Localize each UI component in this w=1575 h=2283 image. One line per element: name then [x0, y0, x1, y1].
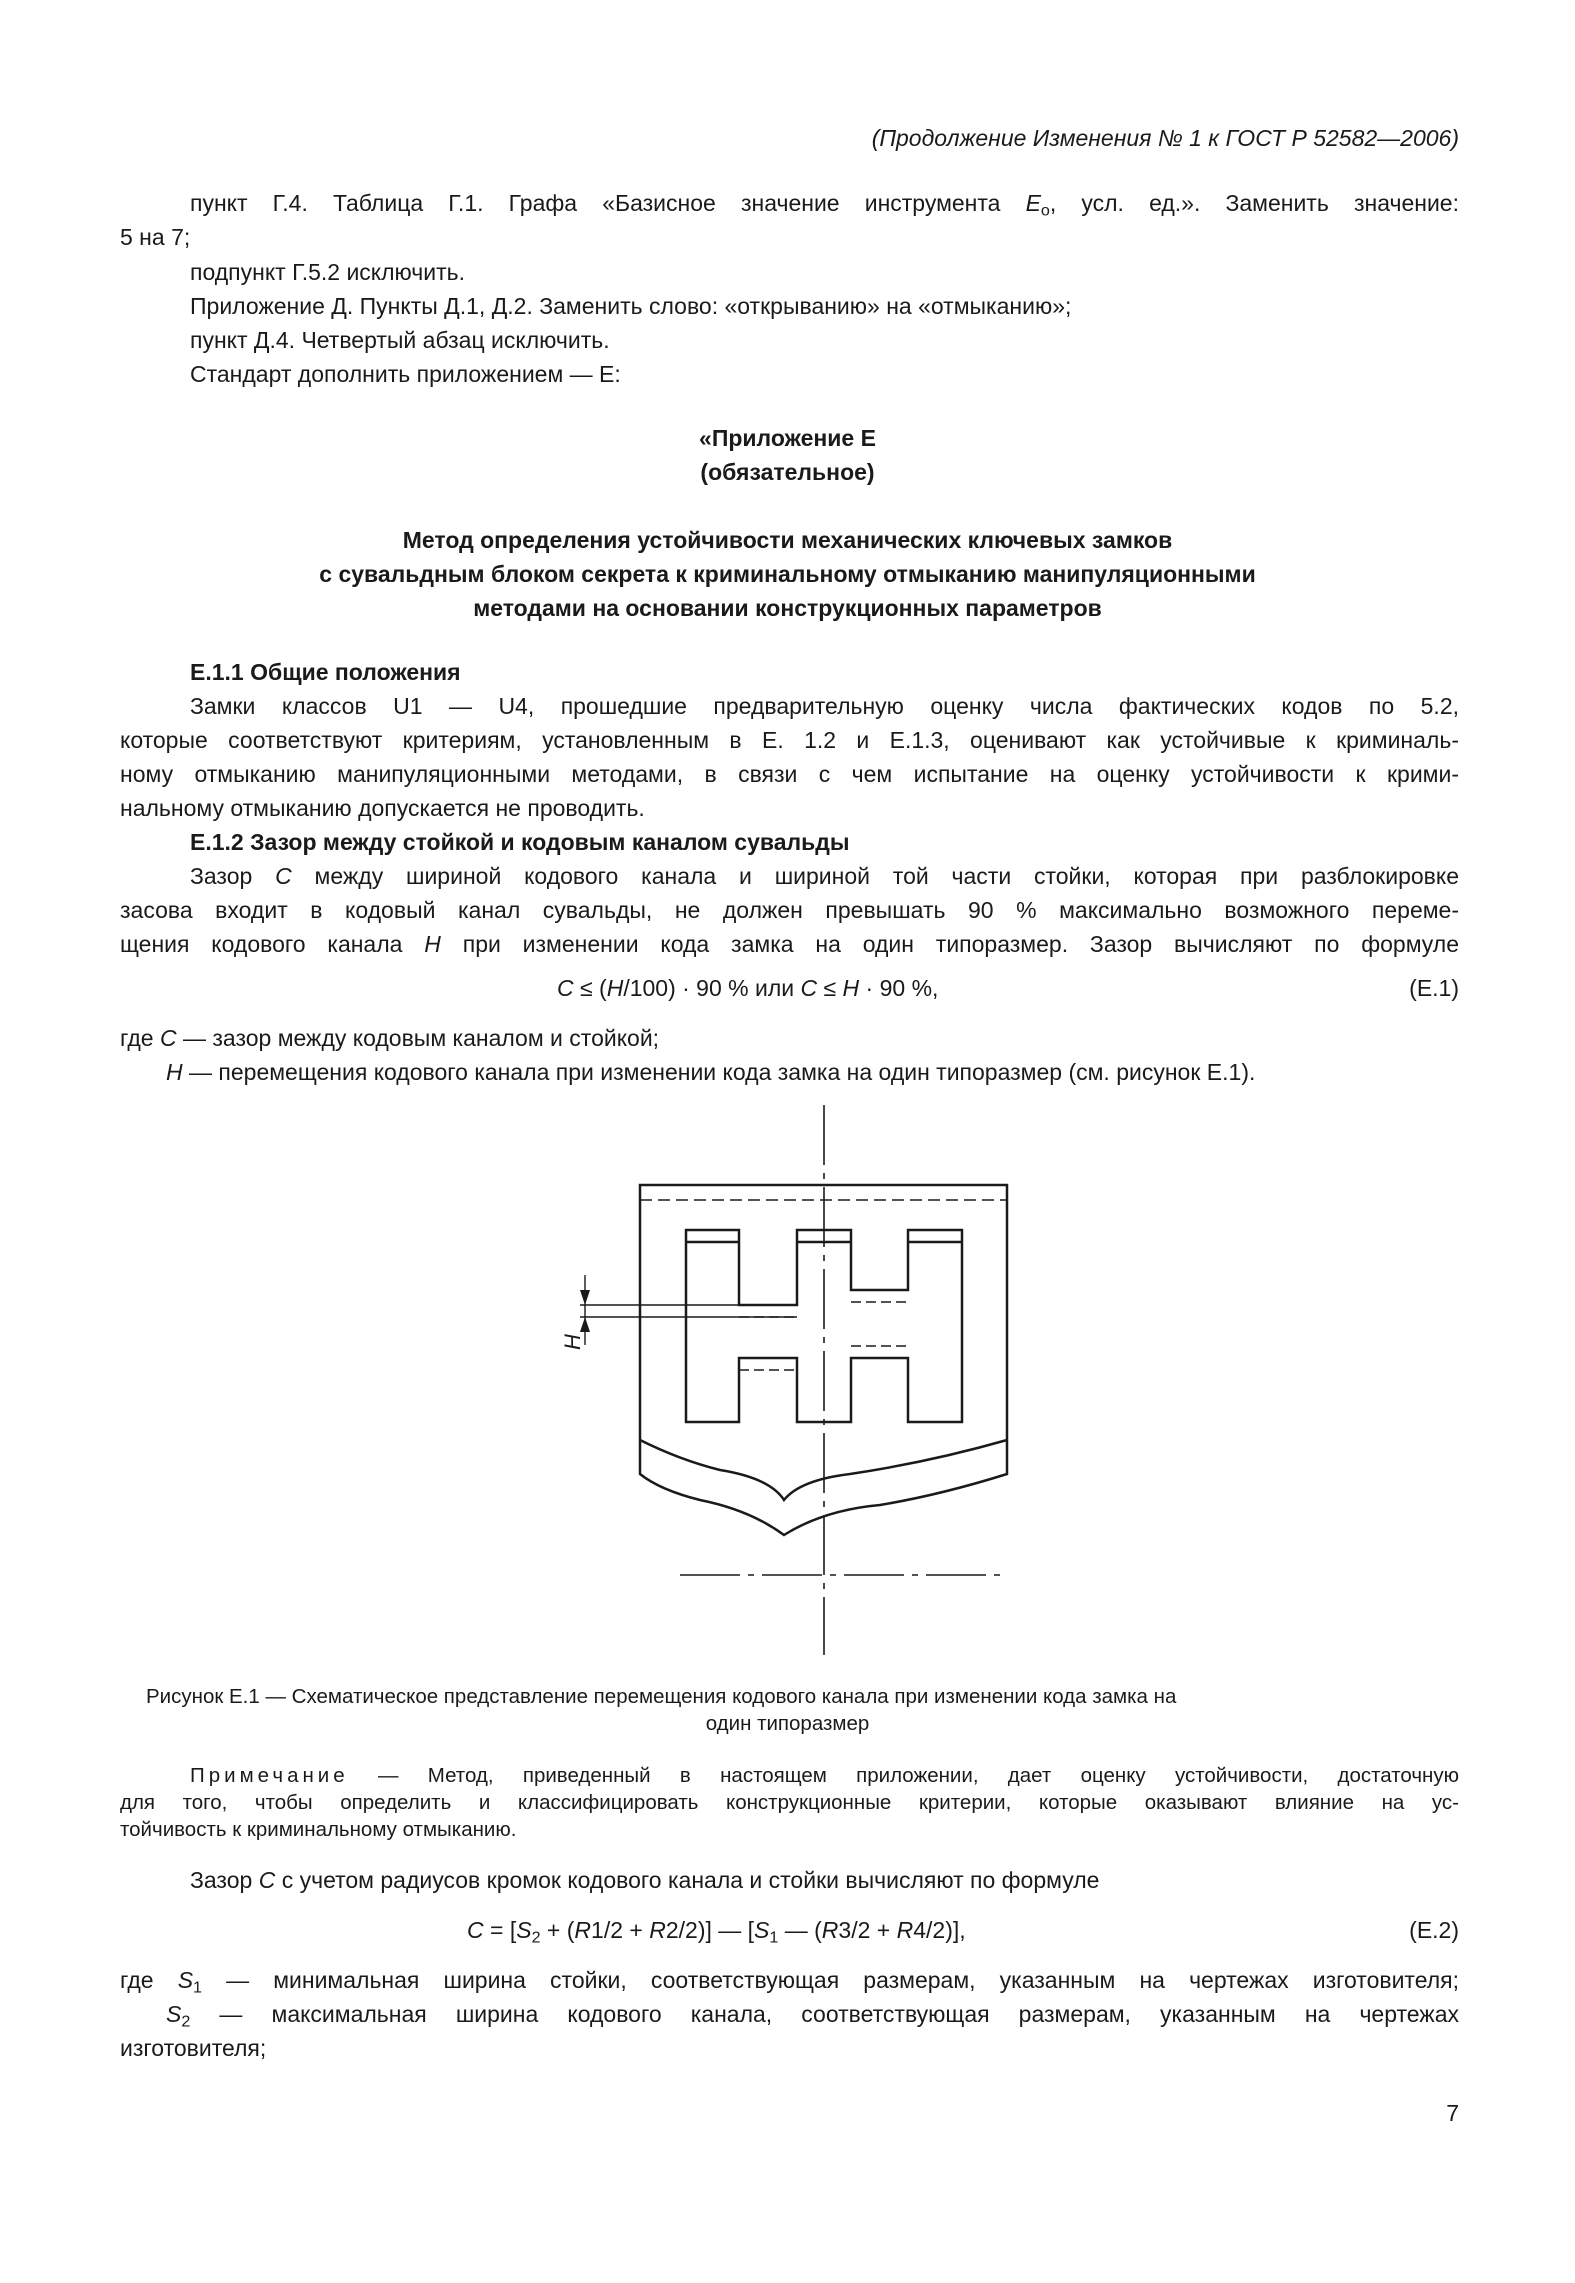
where2-line-3: изготовителя; — [120, 2035, 267, 2061]
intro-line-5: пункт Д.4. Четвертый абзац исключить. — [190, 327, 610, 353]
section-e11-line-4: нальному отмыканию допускается не проводить. — [120, 795, 645, 821]
formula-e2-number: (Е.2) — [1409, 1917, 1459, 1943]
note-line-2: для того, чтобы определить и классифицировать конструкционные критерии, которые оказывают влияние на ус- — [120, 1791, 1459, 1814]
dimension-arrow — [580, 1317, 590, 1332]
formula-e1-number: (Е.1) — [1409, 975, 1459, 1001]
note-line-3: тойчивость к криминальному отмыканию. — [120, 1818, 517, 1841]
figure-caption-line-1: Рисунок Е.1 — Схематическое представление перемещения кодового канала при изменении кода замка на — [146, 1685, 1177, 1708]
where1-line-2: Н — перемещения кодового канала при изменении кода замка на один типоразмер (см. рисунок Е.1). — [166, 1059, 1256, 1085]
formula-e2: $С = [S_2 + (R1/2 + R2/2)]$ — [$S_1$ — (R3/2 + R4/2)], — [467, 1917, 966, 1947]
section-e11-heading: Е.1.1 Общие положения — [190, 659, 461, 685]
intro-line-3: подпункт Г.5.2 исключить. — [190, 259, 466, 285]
method-heading-line-1: Метод определения устойчивости механических ключевых замков — [402, 527, 1173, 553]
method-heading-line-2: с сувальдным блоком секрета к криминальному отмыканию манипуляционными — [319, 561, 1256, 587]
formula-e1: С ≤ (Н/100) · 90 % или С ≤ Н · 90 %, — [557, 975, 939, 1001]
lever-code-channel-figure — [540, 1100, 1020, 1660]
intro-line-6: Стандарт дополнить приложением — Е: — [190, 361, 621, 387]
section-e12-line-3: щения кодового канала Н при изменении кода замка на один типоразмер. Зазор вычисляют по формуле — [120, 931, 1459, 957]
note-line-1: Примечание — Метод, приведенный в настоящем приложении, дает оценку устойчивости, достаточную — [190, 1764, 1459, 1787]
section-e11-line-2: которые соответствуют критериям, установленным в Е. 1.2 и Е.1.3, оценивают как устойчивые к криминаль- — [120, 727, 1459, 753]
dimension-arrow — [580, 1290, 590, 1305]
note-label: Примечание — [190, 1764, 349, 1787]
running-header: (Продолжение Изменения № 1 к ГОСТ Р 52582—2006) — [871, 125, 1459, 151]
section-e11-line-3: ному отмыканию манипуляционными методами, в связи с чем испытание на оценку устойчивости к крими- — [120, 761, 1459, 787]
where1-line-1: где С — зазор между кодовым каналом и стойкой; — [120, 1025, 660, 1051]
page-number: 7 — [1446, 2100, 1459, 2126]
section-e12-line-1: Зазор С между шириной кодового канала и шириной той части стойки, которая при разблокировке — [190, 863, 1459, 889]
method-heading-line-3: методами на основании конструкционных параметров — [473, 595, 1102, 621]
appendix-title: «Приложение Е — [699, 425, 876, 451]
where2-line-2: $S_2$ — максимальная ширина кодового канала, соответствующая размерам, указанным на чертежах — [166, 2001, 1459, 2031]
intro-line-1: пункт Г.4. Таблица Г.1. Графа «Базисное значение инструмента $E_o$, усл. ед.». Заменить значение: — [190, 190, 1459, 220]
figure-caption-line-2: один типоразмер — [705, 1712, 870, 1735]
intro-line-2: 5 на 7; — [120, 224, 191, 250]
section-e11-line-1: Замки классов U1 — U4, прошедшие предварительную оценку числа фактических кодов по 5.2, — [190, 693, 1459, 719]
section-e12-heading: Е.1.2 Зазор между стойкой и кодовым каналом сувальды — [190, 829, 850, 855]
section-e12-line-2: засова входит в кодовый канал сувальды, не должен превышать 90 % максимально возможного переме- — [120, 897, 1459, 923]
intro-line-4: Приложение Д. Пункты Д.1, Д.2. Заменить слово: «открыванию» на «отмыканию»; — [190, 293, 1072, 319]
section-gap-radii-line: Зазор С с учетом радиусов кромок кодового канала и стойки вычисляют по формуле — [190, 1867, 1100, 1893]
where2-line-1: где $S_1$ — минимальная ширина стойки, соответствующая размерам, указанным на чертежах изготовителя; — [120, 1967, 1459, 1997]
dimension-h-label: Н — [560, 1334, 585, 1350]
appendix-status: (обязательное) — [700, 459, 875, 485]
